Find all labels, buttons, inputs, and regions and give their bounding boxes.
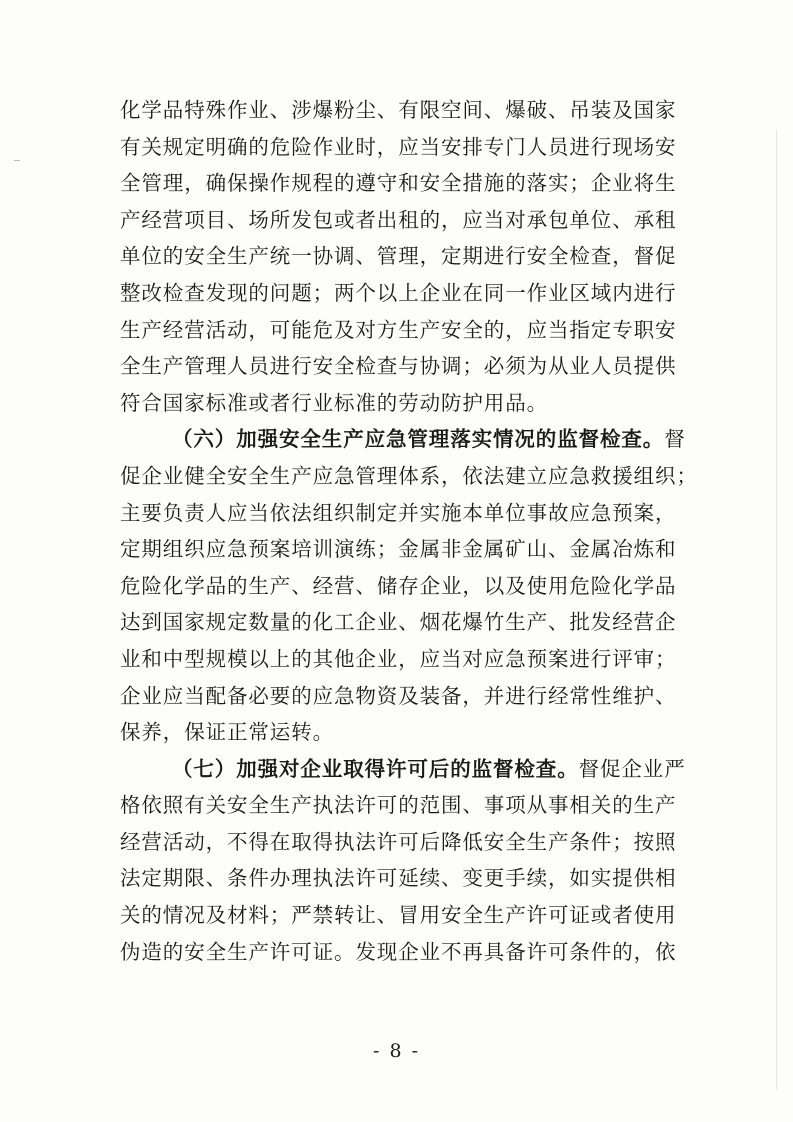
text-line: 危险化学品的生产、经营、储存企业，以及使用危险化学品 — [120, 573, 677, 598]
page-number: - 8 - — [372, 1040, 420, 1062]
text-line: 有关规定明确的危险作业时，应当安排专门人员进行现场安 — [120, 134, 677, 159]
text-line: 符合国家标准或者行业标准的劳动防护用品。 — [120, 390, 548, 415]
section-heading-7: （七）加强对企业取得许可后的监督检查。 — [172, 756, 579, 781]
text-line: 企业应当配备必要的应急物资及装备，并进行经常性维护、 — [120, 683, 677, 708]
text-line: 定期组织应急预案培训演练；金属非金属矿山、金属冶炼和 — [120, 537, 677, 562]
section-heading-6: （六）加强安全生产应急管理落实情况的监督检查。 — [172, 427, 665, 452]
body-text — [120, 92, 698, 970]
text-line: 关的情况及材料；严禁转让、冒用安全生产许可证或者使用 — [120, 903, 677, 928]
text-line: 全管理，确保操作规程的遵守和安全措施的落实；企业将生 — [120, 171, 677, 196]
text-line: 整改检查发现的问题；两个以上企业在同一作业区域内进行 — [120, 280, 677, 305]
text-line: 达到国家规定数量的化工企业、烟花爆竹生产、批发经营企 — [120, 610, 677, 635]
section-heading-line — [120, 751, 686, 788]
text-line: 产经营项目、场所发包或者出租的，应当对承包单位、承租 — [120, 207, 677, 232]
section-heading-line — [120, 421, 686, 458]
text-line: 生产经营活动，可能危及对方生产安全的，应当指定专职安 — [120, 317, 677, 342]
text-line: 业和中型规模以上的其他企业，应当对应急预案进行评审； — [120, 646, 677, 671]
margin-mark — [14, 160, 20, 161]
text-line: 化学品特殊作业、涉爆粉尘、有限空间、爆破、吊装及国家 — [120, 98, 677, 122]
text-run: 督促企业严 — [578, 756, 686, 781]
text-line: 促企业健全安全生产应急管理体系，依法建立应急救援组织； — [120, 463, 698, 488]
text-line: 伪造的安全生产许可证。发现企业不再具备许可条件的，依 — [120, 939, 677, 964]
text-line: 保养，保证正常运转。 — [120, 720, 334, 745]
text-line: 主要负责人应当依法组织制定并实施本单位事故应急预案， — [120, 500, 677, 525]
text-line: 法定期限、条件办理执法许可延续、变更手续，如实提供相 — [120, 866, 677, 891]
text-line: 单位的安全生产统一协调、管理，定期进行安全检查，督促 — [120, 244, 677, 269]
text-line: 经营活动，不得在取得执法许可后降低安全生产条件；按照 — [120, 829, 677, 854]
text-line: 全生产管理人员进行安全检查与协调；必须为从业人员提供 — [120, 354, 677, 379]
text-run: 督 — [664, 427, 686, 452]
scan-edge-line — [776, 130, 777, 1090]
text-line: 格依照有关安全生产执法许可的范围、事项从事相关的生产 — [120, 793, 677, 818]
